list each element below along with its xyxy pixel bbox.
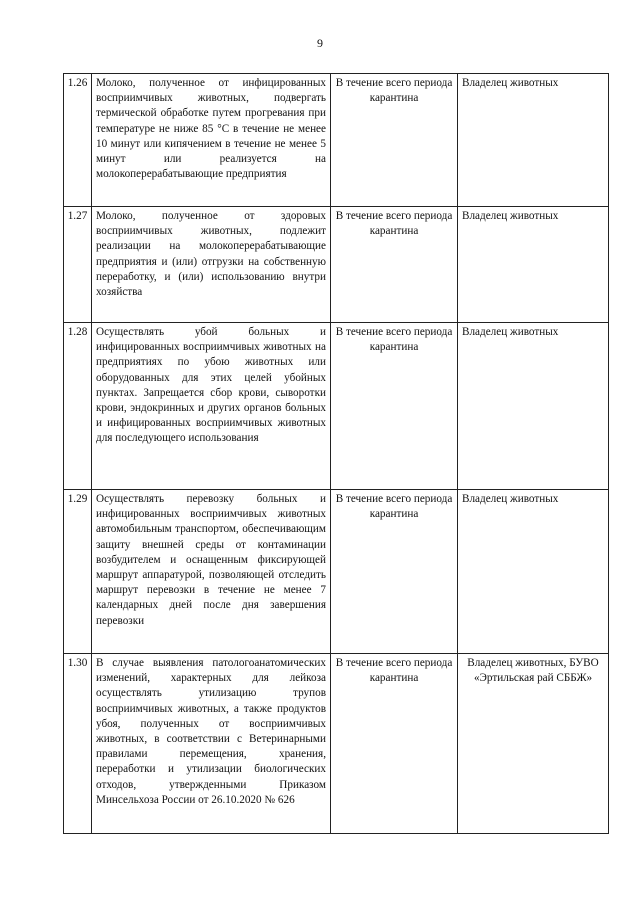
responsible-text: Владелец животных xyxy=(458,490,609,654)
term-text: В течение всего периода карантина xyxy=(331,323,458,490)
measure-text: В случае выявления патологоанатомических изменений, характерных для лейкоза осуществлять утилизацию трупов восприимчивых животных, а также продуктов убоя, полученных от восприимчивых животных, в соответствии с Ветеринарными правилами перемещения, хранения, переработки и утилизации биологических отходов, утвержденными Приказом Минсельхоза России от 26.10.2020 № 626 xyxy=(92,654,331,834)
responsible-text: Владелец животных xyxy=(458,207,609,323)
item-number: 1.27 xyxy=(64,207,92,323)
item-number: 1.26 xyxy=(64,74,92,207)
responsible-text: Владелец животных, БУВО «Эртильская рай СББЖ» xyxy=(458,654,609,834)
table-row xyxy=(64,654,609,834)
responsible-text: Владелец животных xyxy=(458,323,609,490)
item-number: 1.29 xyxy=(64,490,92,654)
table-row xyxy=(64,490,609,654)
table-row xyxy=(64,207,609,323)
measure-text: Молоко, полученное от здоровых восприимчивых животных, подлежит реализации на молокоперерабатывающие предприятия и (или) отгрузки на собственную переработку, и (или) использованию внутри хозяйства xyxy=(92,207,331,323)
table-row xyxy=(64,323,609,490)
item-number: 1.28 xyxy=(64,323,92,490)
measures-table xyxy=(63,73,609,834)
measure-text: Молоко, полученное от инфицированных восприимчивых животных, подвергать термической обработке путем прогревания при температуре не ниже 85 °С в течение не менее 10 минут или кипячением в течение не менее 5 минут или реализуется на молокоперерабатывающие предприятия xyxy=(92,74,331,207)
term-text: В течение всего периода карантина xyxy=(331,654,458,834)
term-text: В течение всего периода карантина xyxy=(331,74,458,207)
table-row xyxy=(64,74,609,207)
term-text: В течение всего периода карантина xyxy=(331,490,458,654)
measure-text: Осуществлять убой больных и инфицированных восприимчивых животных на предприятиях по убою животных или оборудованных для этих целей убойных пунктах. Запрещается сбор крови, сыворотки крови, эндокринных и других органов больных и инфицированных восприимчивых животных для последующего использования xyxy=(92,323,331,490)
measure-text: Осуществлять перевозку больных и инфицированных восприимчивых животных автомобильным транспортом, обеспечивающим защиту внешней среды от контаминации возбудителем и оснащенным фиксирующей маршрут аппаратурой, позволяющей отследить маршрут перевозки в течение не менее 7 календарных дней после дня завершения перевозки xyxy=(92,490,331,654)
item-number: 1.30 xyxy=(64,654,92,834)
responsible-text: Владелец животных xyxy=(458,74,609,207)
page-number: 9 xyxy=(317,36,323,50)
term-text: В течение всего периода карантина xyxy=(331,207,458,323)
